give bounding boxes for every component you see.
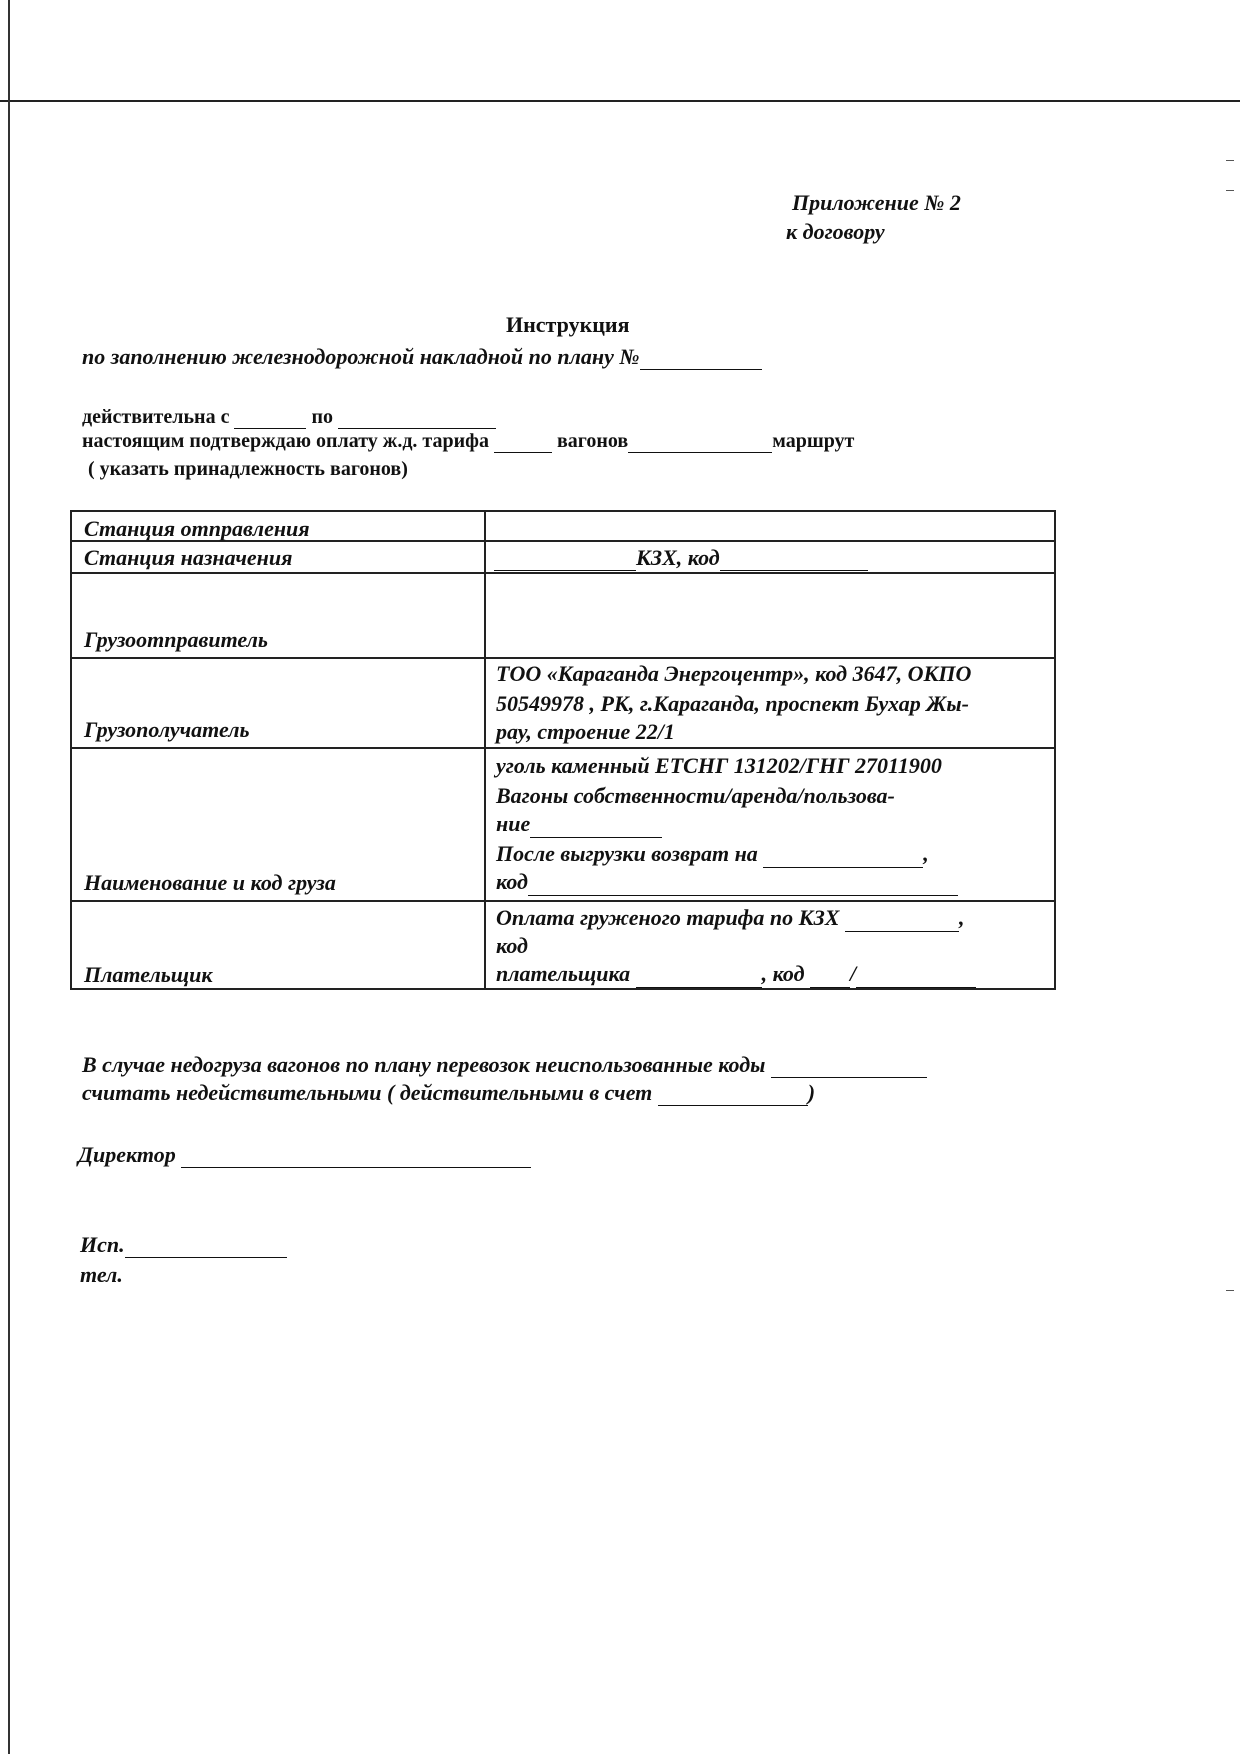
valid-to-label: по (311, 406, 333, 428)
table-divider (484, 512, 486, 988)
return-station-field[interactable] (763, 847, 923, 868)
payer-code-suffix-field[interactable] (856, 967, 976, 988)
payer-tariff-label: Оплата груженого тарифа по КЗХ (496, 905, 840, 930)
director-line (78, 1142, 531, 1168)
wagons-label: вагонов (556, 430, 629, 452)
consignee-value: рау, строение 22/1 (496, 719, 675, 744)
executor-label: Исп. (80, 1232, 125, 1257)
director-label: Директор (78, 1142, 176, 1167)
table-row-label: Станция назначения (84, 545, 293, 570)
document-subtitle (82, 344, 762, 370)
row-divider (72, 747, 1054, 749)
destination-value (494, 545, 868, 571)
scan-border-top (0, 100, 1240, 102)
cargo-value: Вагоны собственности/аренда/пользова- (496, 783, 895, 808)
waybill-table (70, 510, 1056, 990)
document-title: Инструкция (506, 312, 630, 337)
plan-number-field[interactable] (640, 349, 762, 370)
appendix-number: Приложение № 2 (792, 190, 961, 215)
valid-from-field[interactable] (234, 408, 306, 429)
payer-line: Оплата груженого тарифа по КЗХ , (496, 905, 965, 930)
payer-code-field[interactable] (810, 967, 850, 988)
return-code-label: код (496, 869, 528, 894)
payer-tariff-field[interactable] (845, 911, 959, 932)
table-row-label: Наименование и код груза (84, 870, 336, 895)
consignee-value: 50549978 , РК, г.Караганда, проспект Бухар Жы- (496, 691, 970, 716)
subtitle-text: по заполнению железнодорожной накладной по плану № (82, 344, 640, 369)
route-label: маршрут (772, 430, 855, 452)
account-field[interactable] (658, 1085, 808, 1106)
scan-edge-mark (1226, 160, 1234, 161)
underload-line-2 (82, 1080, 815, 1106)
confirm-payment-label: настоящим подтверждаю оплату ж.д. тарифа (82, 430, 489, 452)
destination-station-field[interactable] (494, 550, 636, 571)
valid-period-line (82, 406, 496, 429)
return-line: После выгрузки возврат на , (496, 841, 929, 866)
return-code-line (496, 868, 958, 896)
close-paren: ) (807, 1080, 816, 1105)
payer-slash: / (850, 961, 857, 986)
row-divider (72, 900, 1054, 902)
phone-label: тел. (80, 1262, 123, 1287)
payer-code-line (496, 960, 976, 988)
return-code-field[interactable] (528, 875, 958, 896)
table-row-label: Грузополучатель (84, 717, 250, 742)
row-divider (72, 572, 1054, 574)
director-signature-field[interactable] (181, 1147, 531, 1168)
destination-code-label: КЗХ, код (636, 545, 720, 570)
scan-border-left (8, 0, 10, 1754)
consignee-value: ТОО «Караганда Энергоцентр», код 3647, ОКПО (496, 661, 972, 686)
wagon-ownership-note: ( указать принадлежность вагонов) (88, 458, 408, 480)
cargo-ownership-line (496, 810, 662, 838)
payer-label: плательщика (496, 961, 631, 986)
underload-line-1 (82, 1052, 927, 1078)
executor-line (80, 1232, 287, 1258)
appendix-contract: к договору (786, 219, 885, 244)
payer-name-field[interactable] (636, 967, 762, 988)
ownership-field[interactable] (530, 817, 662, 838)
valid-from-label: действительна с (82, 406, 230, 428)
payer-code-sep: , код (761, 961, 805, 986)
cargo-value: уголь каменный ЕТСНГ 131202/ГНГ 27011900 (496, 753, 942, 778)
destination-code-field[interactable] (720, 550, 868, 571)
confirm-payment-line (82, 430, 854, 453)
tariff-field[interactable] (494, 432, 552, 453)
payer-code-label: код (496, 933, 528, 958)
unused-codes-field[interactable] (771, 1057, 927, 1078)
return-label: После выгрузки возврат на (496, 841, 758, 866)
table-row-label: Плательщик (84, 962, 213, 987)
table-row-label: Станция отправления (84, 516, 310, 541)
row-divider (72, 657, 1054, 659)
underload-text-1: В случае недогруза вагонов по плану перевозок неиспользованные коды (82, 1052, 766, 1077)
executor-field[interactable] (125, 1237, 287, 1258)
cargo-ownership-label: ние (496, 811, 531, 836)
table-row-label: Грузоотправитель (84, 627, 268, 652)
valid-to-field[interactable] (338, 408, 496, 429)
wagons-field[interactable] (628, 432, 772, 453)
scan-edge-mark (1226, 1290, 1234, 1291)
underload-text-2: считать недействительными ( действительными в счет (82, 1080, 653, 1105)
scan-edge-mark (1226, 190, 1234, 191)
